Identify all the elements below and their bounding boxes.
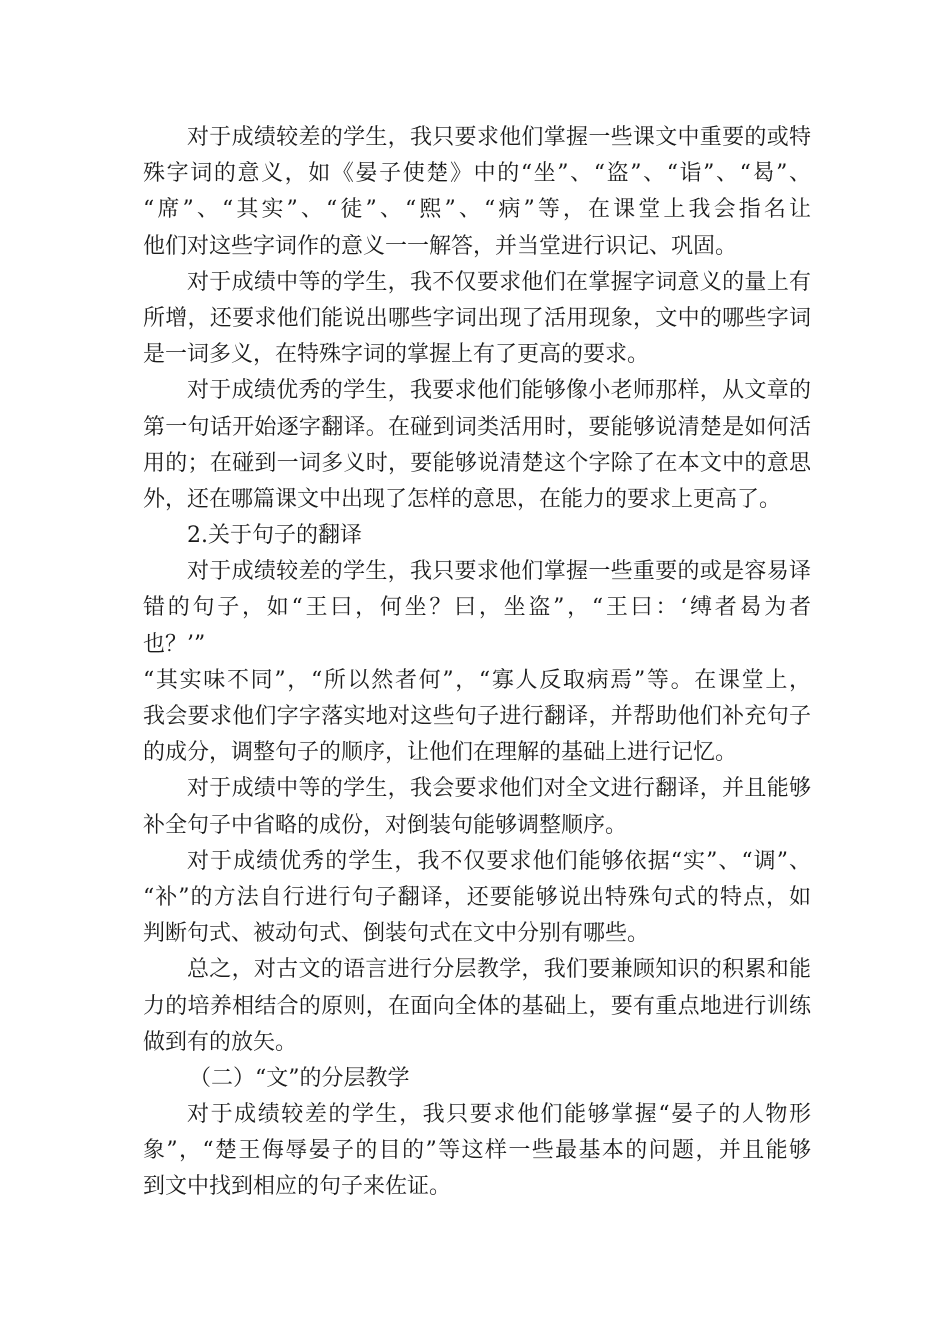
paragraph-line: 用的；在碰到一词多义时，要能够说清楚这个字除了在本文中的意思	[143, 450, 811, 476]
section-heading: 2.关于句子的翻译	[187, 523, 362, 549]
paragraph-line: 他们对这些字词作的意义一一解答，并当堂进行识记、巩固。	[143, 233, 738, 259]
paragraph-line: 对于成绩优秀的学生，我不仅要求他们能够依据“实”、“调”、	[187, 848, 811, 874]
paragraph-line: 第一句话开始逐字翻译。在碰到词类活用时，要能够说清楚是如何活	[143, 414, 811, 440]
paragraph-line: 对于成绩较差的学生，我只要求他们掌握一些课文中重要的或特	[187, 125, 811, 150]
paragraph-line: 对于成绩中等的学生，我会要求他们对全文进行翻译，并且能够	[187, 776, 811, 802]
paragraph-line: 判断句式、被动句式、倒装句式在文中分别有哪些。	[143, 921, 650, 947]
paragraph-line: “其实味不同”，“所以然者何”，“寡人反取病焉”等。在课堂上，	[143, 667, 811, 693]
paragraph-line: 外，还在哪篇课文中出现了怎样的意思，在能力的要求上更高了。	[143, 486, 782, 512]
paragraph-line: 象”，“楚王侮辱晏子的目的”等这样一些最基本的问题，并且能够	[143, 1138, 811, 1164]
paragraph-line: 错的句子，如“王曰，何坐？曰，坐盗”，“王曰：‘缚者曷为者	[143, 595, 811, 621]
paragraph-line: 做到有的放矢。	[143, 1029, 298, 1055]
document-body	[143, 120, 811, 1206]
paragraph-line: 是一词多义，在特殊字词的掌握上有了更高的要求。	[143, 342, 650, 368]
paragraph-line: 总之，对古文的语言进行分层教学，我们要兼顾知识的积累和能	[187, 957, 811, 983]
paragraph-line: 的成分，调整句子的顺序，让他们在理解的基础上进行记忆。	[143, 740, 738, 766]
section-heading: （二）“文”的分层教学	[189, 1065, 410, 1091]
paragraph-line: 到文中找到相应的句子来佐证。	[143, 1174, 452, 1200]
paragraph-line: 也？’”	[143, 631, 206, 657]
paragraph-line: 殊字词的意义，如《晏子使楚》中的“坐”、“盗”、“诣”、“曷”、	[143, 161, 811, 187]
paragraph-line: 对于成绩较差的学生，我只要求他们掌握一些重要的或是容易译	[187, 559, 811, 585]
paragraph-line: 对于成绩中等的学生，我不仅要求他们在掌握字词意义的量上有	[187, 269, 811, 295]
paragraph-line: 对于成绩较差的学生，我只要求他们能够掌握“晏子的人物形	[187, 1102, 811, 1128]
paragraph-line: 我会要求他们字字落实地对这些句子进行翻译，并帮助他们补充句子	[143, 704, 811, 729]
paragraph-line: “补”的方法自行进行句子翻译，还要能够说出特殊句式的特点，如	[143, 884, 811, 910]
paragraph-line: 力的培养相结合的原则，在面向全体的基础上，要有重点地进行训练	[143, 993, 811, 1019]
paragraph-line: 对于成绩优秀的学生，我要求他们能够像小老师那样，从文章的	[187, 378, 811, 404]
paragraph-line: 补全句子中省略的成份，对倒装句能够调整顺序。	[143, 812, 628, 838]
paragraph-line: 所增，还要求他们能说出哪些字词出现了活用现象，文中的哪些字词	[143, 305, 811, 331]
paragraph-line: “席”、“其实”、“徒”、“熙”、“病”等，在课堂上我会指名让	[143, 197, 811, 223]
